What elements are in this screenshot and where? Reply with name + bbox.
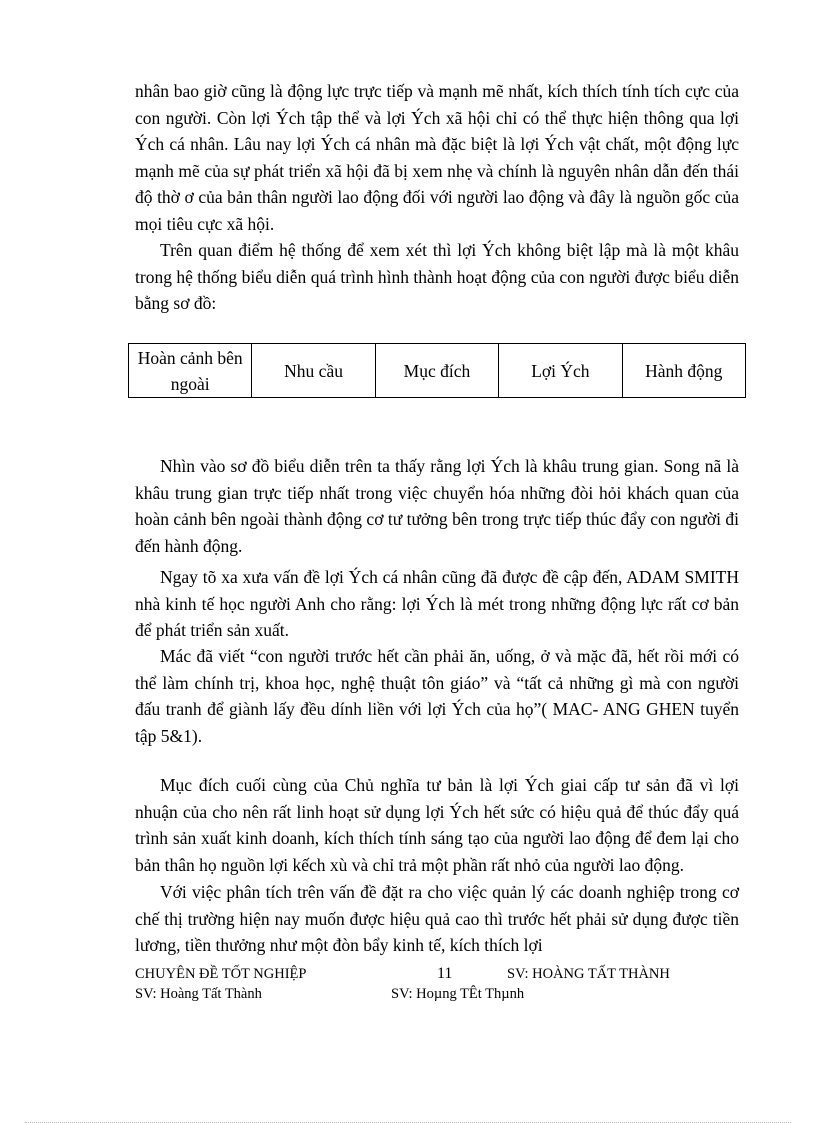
diagram-step-purpose: Mục đích [375,344,498,398]
footer-student-name: SV: Hoàng Tất Thành [135,986,262,1002]
paragraph-7: Với việc phân tích trên vấn đề đặt ra cho việc quản lý các doanh nghiệp trong cơ chế thị trường hiện nay muốn được hiệu quả cao thì trước hết phải sử dụng được tiền lương, tiền thưởng như một đòn bẩy kinh tế, kích thích lợi [135,882,739,956]
paragraph-3: Nhìn vào sơ đồ biểu diễn trên ta thấy rằng lợi Ých là khâu trung gian. Song nã là khâu trung gian trực tiếp nhất trong việc chuyển hóa những đòi hỏi khách quan của hoàn cảnh bên ngoài thành động cơ tư tưởng bên trong trực tiếp thúc đẩy con người đi đến hành động. [135,456,739,556]
process-diagram-row [129,344,746,398]
footer-thesis-title: CHUYÊN ĐỀ TỐT NGHIỆP [135,966,307,982]
paragraph-1: nhân bao giờ cũng là động lực trực tiếp và mạnh mẽ nhất, kích thích tính tích cực của con người. Còn lợi Ých tập thể và lợi Ých xã hội chỉ có thể thực hiện thông qua lợi Ých cá nhân. Lâu nay lợi Ých cá nhân mà đặc biệt là lợi Ých vật chất, một động lực mạnh mẽ của sự phát triển xã hội đã bị xem nhẹ và chính là nguyên nhân dẫn đến thái độ thờ ơ của bản thân người lao động đối với người lao động và đây là nguồn gốc của mọi tiêu cực xã hội. [135,81,739,234]
footer-student-name-caps: SV: HOÀNG TẤT THÀNH [507,966,670,982]
footer-page-number: 11 [437,965,453,982]
diagram-step-interest: Lợi Ých [499,344,622,398]
process-diagram [128,343,746,398]
footer-student-name-garbled: SV: Hoµng TÊt Thµnh [391,986,525,1002]
paragraph-4: Ngay tõ xa xưa vấn đề lợi Ých cá nhân cũng đã được đề cập đến, ADAM SMITH nhà kinh tế học người Anh cho rằng: lợi Ých là mét trong những động lực rất cơ bản để phát triển sản xuất. [135,567,739,641]
diagram-step-action: Hành động [622,344,745,398]
paragraph-2: Trên quan điểm hệ thống để xem xét thì lợi Ých không biệt lập mà là một khâu trong hệ thống biểu diễn quá trình hình thành hoạt động của con người được biểu diễn bằng sơ đồ: [135,240,739,314]
diagram-step-external-circumstances: Hoàn cảnh bên ngoài [129,344,252,398]
paragraph-6: Mục đích cuối cùng của Chủ nghĩa tư bản là lợi Ých giai cấp tư sản đã vì lợi nhuận của cho nên rất linh hoạt sử dụng lợi Ých hết sức có hiệu quả để thúc đẩy quá trình sản xuất kinh doanh, kích thích tính sáng tạo của người lao động để đem lại cho bản thân họ nguồn lợi kếch xù và chỉ trả một phần rất nhỏ của người lao động. [135,775,739,875]
paragraph-5: Mác đã viết “con người trước hết cần phải ăn, uống, ở và mặc đã, hết rồi mới có thể làm chính trị, khoa học, nghệ thuật tôn giáo” và “tất cả những gì mà con người đấu tranh để giành lấy đều dính liền với lợi Ých của họ”( MAC- ANG GHEN tuyển tập 5&1). [135,646,739,746]
diagram-step-needs: Nhu cầu [252,344,375,398]
